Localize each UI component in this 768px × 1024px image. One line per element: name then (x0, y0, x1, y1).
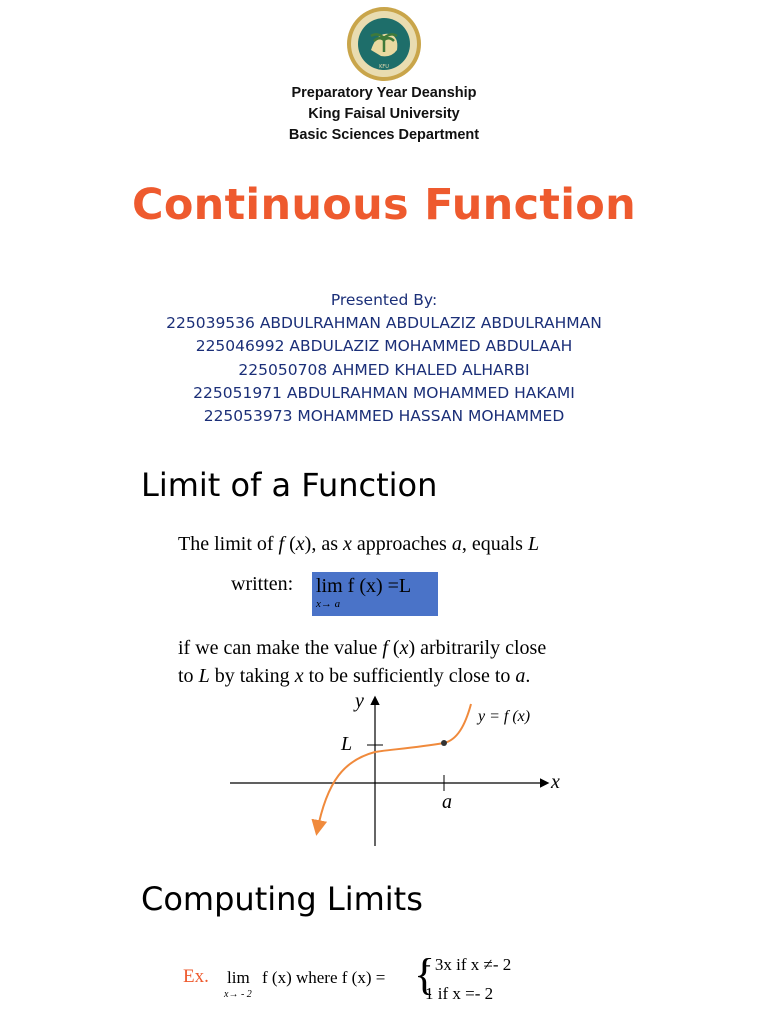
example-prefix: Ex. (183, 966, 209, 987)
limit-explanation-text: if we can make the value f (x) arbitrarily close to L by taking x to be sufficiently close to a. (178, 637, 547, 687)
presenters-block (0, 289, 768, 428)
a-label: a (442, 791, 452, 813)
section-heading-computing: Computing Limits (141, 880, 423, 918)
presenter-name: 225039536 ABDULRAHMAN ABDULAZIZ ABDULRAHMAN (166, 314, 602, 333)
example-lim: lim (227, 968, 250, 987)
written-label: written: (231, 573, 294, 595)
presenter-name: 225051971 ABDULRAHMAN MOHAMMED HAKAMI (193, 383, 575, 402)
example-label (183, 966, 209, 988)
example-lim-subscript: x→ - 2 (224, 989, 252, 1000)
L-label: L (341, 733, 353, 755)
header-line-deanship: Preparatory Year Deanship (291, 85, 477, 101)
presenters-label: Presented By: (330, 291, 438, 309)
y-axis-label: y (355, 690, 364, 712)
university-logo (341, 6, 427, 82)
presenter-name: 225050708 AHMED KHALED ALHARBI (238, 360, 530, 379)
limit-point (441, 740, 447, 746)
piecewise-brace: { (414, 950, 436, 999)
page-title: Continuous Function (131, 180, 637, 230)
section-heading-limit: Limit of a Function (141, 466, 438, 504)
presenter-name: 225046992 ABDULAZIZ MOHAMMED ABDULAAH (195, 337, 573, 356)
example-expression: f (x) where f (x) = (262, 968, 386, 987)
curve-label: y = f (x) (478, 708, 531, 725)
presenter-name: 225053973 MOHAMMED HASSAN MOHAMMED (203, 407, 565, 426)
limit-definition-text: The limit of f (x), as x approaches a, equals L (178, 533, 540, 555)
header-line-university: King Faisal University (308, 106, 460, 122)
piecewise-case-2: 1 if x =- 2 (425, 984, 494, 1003)
svg-text:KFU: KFU (379, 64, 389, 70)
piecewise-case-1: - 3x if x ≠- 2 (425, 955, 512, 974)
header-line-department: Basic Sciences Department (288, 127, 480, 143)
x-axis-label: x (551, 771, 560, 793)
limit-expression: lim f (x) =L (316, 575, 412, 597)
limit-subscript: x→ a (316, 598, 341, 610)
